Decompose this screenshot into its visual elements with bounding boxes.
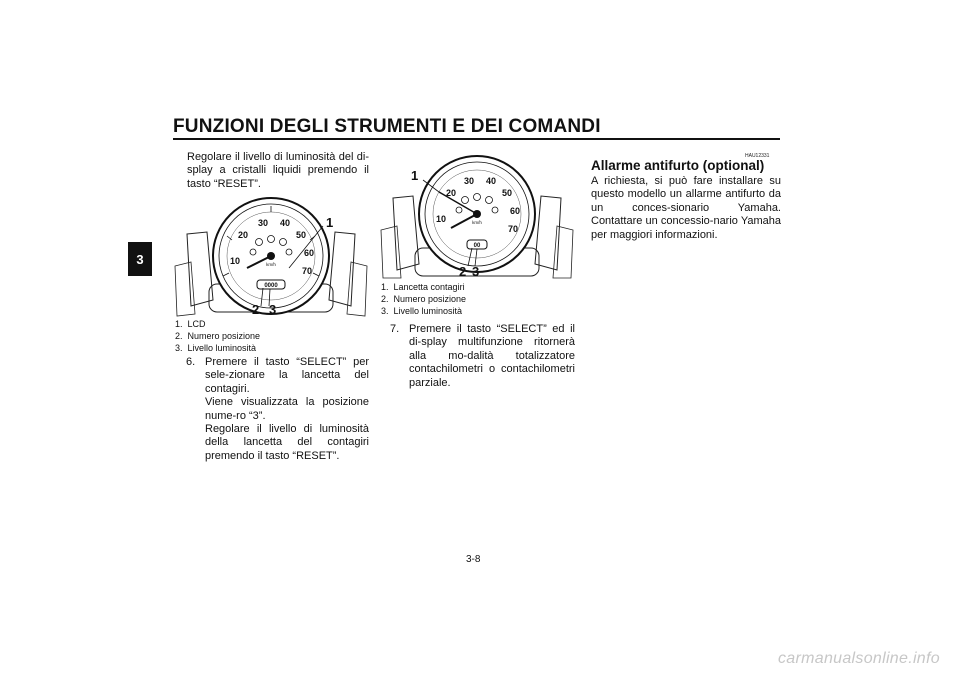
page-title: FUNZIONI DEGLI STRUMENTI E DEI COMANDI <box>173 116 601 137</box>
dial-tick-label: 60 <box>303 248 315 258</box>
caption-text: Lancetta contagiri <box>393 282 465 292</box>
figure-caption-2 <box>381 281 561 318</box>
callout-number: 2 <box>252 302 260 317</box>
caption-num: 3. <box>175 343 183 354</box>
caption-num: 1. <box>175 319 183 329</box>
step-line: Premere il tasto “SELECT” per sele-zionare la lancetta del contagiri. <box>205 356 369 395</box>
step-6 <box>186 356 369 463</box>
figure-caption-1 <box>175 318 355 355</box>
dial-tick-label: 20 <box>445 188 457 198</box>
caption-text: Numero posizione <box>393 294 467 305</box>
callout-number: 1 <box>411 168 419 183</box>
section-code: HAU12331 <box>745 153 770 159</box>
caption-text: Livello luminosità <box>393 306 463 317</box>
dial-tick-label: 70 <box>301 266 313 276</box>
caption-text: Numero posizione <box>187 331 261 342</box>
chapter-tab: 3 <box>128 242 152 276</box>
step-line: Viene visualizzata la posizione nume-ro “3”. <box>205 396 369 422</box>
step-7 <box>390 323 575 390</box>
watermark: carmanualsonline.info <box>778 650 940 667</box>
callout-number: 2 <box>459 264 467 279</box>
step-text: Premere il tasto “SELECT” ed il di-splay multifunzione ritornerà alla mo-dalità totalizzatore contachilometri o contachilometri parziale. <box>409 323 575 389</box>
dial-tick-label: 60 <box>509 206 521 216</box>
step-number: 6. <box>186 356 196 368</box>
caption-num: 2. <box>175 331 183 342</box>
dial-tick-label: 10 <box>229 256 241 266</box>
header-rule <box>173 138 780 140</box>
speedometer-figure-lcd <box>173 196 369 318</box>
lcd-readout: 0000 <box>264 283 278 289</box>
dial-tick-label: 30 <box>257 218 269 228</box>
caption-num: 1. <box>381 282 389 292</box>
caption-text: LCD <box>187 319 206 329</box>
dial-tick-label: 40 <box>485 176 497 186</box>
caption-text: Livello luminosità <box>187 343 257 354</box>
dial-tick-label: 30 <box>463 176 475 186</box>
speedometer-figure-tachometer <box>379 152 575 280</box>
section-heading: Allarme antifurto (optional) <box>591 158 765 173</box>
step-number: 7. <box>390 323 400 335</box>
dial-unit: km/h <box>472 220 482 225</box>
page-number: 3-8 <box>466 554 481 565</box>
caption-num: 3. <box>381 306 389 317</box>
dial-tick-label: 40 <box>279 218 291 228</box>
dial-tick-label: 50 <box>295 230 307 240</box>
dial-unit: km/h <box>266 262 276 267</box>
step-line: Regolare il livello di luminosità della lancetta del contagiri premendo il tasto “RESET”. <box>205 423 369 462</box>
caption-num: 2. <box>381 294 389 305</box>
section-body: A richiesta, si può fare installare su questo modello un allarme antifurto da un conces-sionario Yamaha. Contattare un concessio-nario Yamaha per maggiori informazioni. <box>591 175 781 241</box>
dial-tick-label: 50 <box>501 188 513 198</box>
callout-number: 3 <box>269 302 277 317</box>
intro-paragraph: Regolare il livello di luminosità del di-splay a cristalli liquidi premendo il tasto “RESET”. <box>187 151 369 190</box>
callout-number: 1 <box>326 215 334 230</box>
callout-number: 3 <box>472 264 480 279</box>
dial-tick-label: 70 <box>507 224 519 234</box>
dial-tick-label: 10 <box>435 214 447 224</box>
dial-tick-label: 20 <box>237 230 249 240</box>
lcd-readout: 00 <box>473 243 481 249</box>
